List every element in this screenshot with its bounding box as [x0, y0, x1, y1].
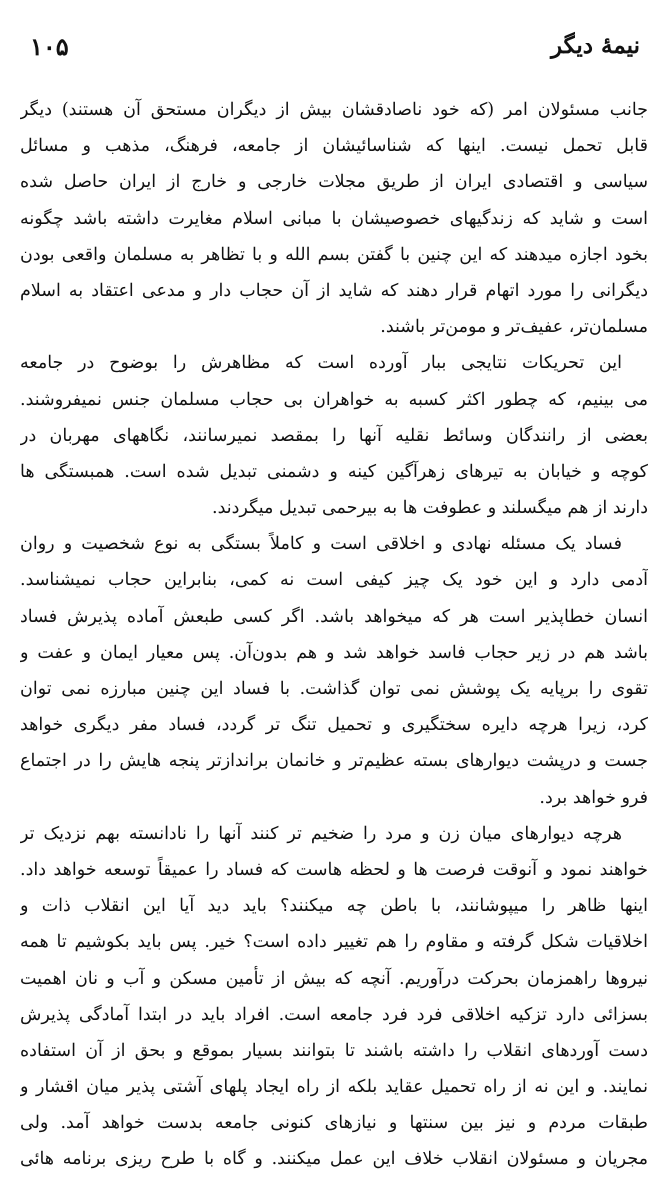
text-line: جانب مسئولان امر (که خود ناصادقشان بیش از دیگران مستحق آن هستند) دیگر [20, 100, 648, 120]
text-line: جست و درپشت دیوارهای بسته عظیم‌تر و خانمان براندازتر پنجه هایش را در اجتماع [20, 751, 648, 772]
text-line: انسان خطاپذیر است هر که میخواهد باشد. اگر کسی طبعش آماده پذیرش فساد [20, 606, 648, 627]
text-line: خواهند نمود و آنوقت فرصت ها و لحظه هاست که فساد را عمیقاً توسعه خواهد داد. [20, 859, 648, 880]
text-line: هرچه دیوارهای میان زن و مرد را ضخیم تر کنند آنها را نادانسته بهم نزدیک تر [20, 823, 622, 844]
text-line: کرد، زیرا هرچه دایره سختگیری و تحمیل تنگ تر گردد، فساد مفر دیگری خواهد [20, 715, 648, 736]
page-header [20, 30, 648, 78]
text-line: سیاسی و اقتصادی ایران از طریق مجلات خارجی و خارج از ایران حاصل شده [20, 172, 648, 193]
text-line: بسزائی دارد تزکیه اخلاقی فرد فرد جامعه است. افراد باید در ابتدا آمادگی پذیرش [20, 1004, 648, 1025]
text-line: باشد هم در زیر حجاب فاسد خواهد شد و هم بدون‌آن. پس معیار ایمان و عفت و [20, 642, 648, 663]
text-line: قابل تحمل نیست. اینها که شناسائیشان از جامعه، فرهنگ، مذهب و مسائل [20, 136, 648, 157]
text-line: دست آوردهای انقلاب را داشته باشند تا بتوانند بسیار بموقع و بحق از آن استفاده [20, 1040, 648, 1061]
text-line: نیروها راهمزمان بحرکت درآوریم. آنچه که بیش از تأمین مسکن و آب و نان اهمیت [20, 968, 648, 989]
text-line: دیگرانی را مورد اتهام قرار دهند که شاید از آن حجاب دار و مدعی اعتقاد به اسلام [20, 280, 648, 301]
text-line: تقوی را برپایه یک پوشش نمی توان گذاشت. با فساد این چنین مبارزه نمی توان [20, 679, 648, 699]
text-line: اخلاقیات شکل گرفته و مقاوم را هم تغییر داده است؟ خیر. پس باید بکوشیم تا همه [20, 932, 648, 953]
text-line: بعضی از رانندگان وسائط نقلیه آنها را بمقصد نمیرسانند، نگاههای مهربان در [20, 425, 648, 446]
text-line: دارند از هم میگسلند و عطوفت ها به بیرحمی تبدیل میگردند. [212, 498, 648, 519]
running-title: نیمهٔ دیگر [550, 32, 640, 59]
text-line: این تحریکات نتایجی ببار آورده است که مظاهرش را بوضوح در جامعه [20, 353, 622, 374]
text-line: بخود اجازه میدهند که این چنین با گفتن بسم الله و با تظاهر به مسلمان واقعی بودن [20, 244, 648, 265]
text-line: آدمی دارد و این خود یک چیز کیفی است نه کمی، بنابراین حجاب نمیشناسد. [20, 570, 648, 591]
text-line: است و شاید که زندگیهای خصوصیشان با مبانی اسلام مغایرت داشته باشد چگونه [20, 208, 648, 229]
text-line: طبقات مردم و نیز بین سنتها و نیازهای کنونی جامعه بدست خواهد آمد. ولی [20, 1113, 648, 1134]
text-line: مجریان و مسئولان انقلاب خلاف این عمل میکنند. و گاه با طرح ریزی برنامه هائی [20, 1149, 648, 1170]
body-text [20, 92, 648, 1178]
text-line: نمایند. و این نه از راه تحمیل عقاید بلکه از راه ایجاد پلهای آشتی پذیر میان اقشار و [20, 1077, 648, 1098]
text-line: فرو خواهد برد. [539, 787, 648, 808]
text-line: اینها ظاهر را میپوشانند، با باطن چه میکنند؟ باید دید آیا این انقلاب ذات و [20, 896, 648, 917]
page-number: ۱۰۵ [30, 32, 69, 61]
text-line: مسلمان‌تر، عفیف‌تر و مومن‌تر باشند. [380, 317, 648, 338]
text-line: کوچه و خیابان به تیرهای زهرآگین کینه و دشمنی تبدیل شده است. همبستگی ها [20, 461, 648, 482]
text-line: فساد یک مسئله نهادی و اخلاقی است و کاملاً بستگی به نوع شخصیت و روان [20, 534, 622, 555]
text-line: می بینیم، که چطور اکثر کسبه به خواهران بی حجاب مسلمان جنس نمیفروشند. [20, 389, 648, 410]
